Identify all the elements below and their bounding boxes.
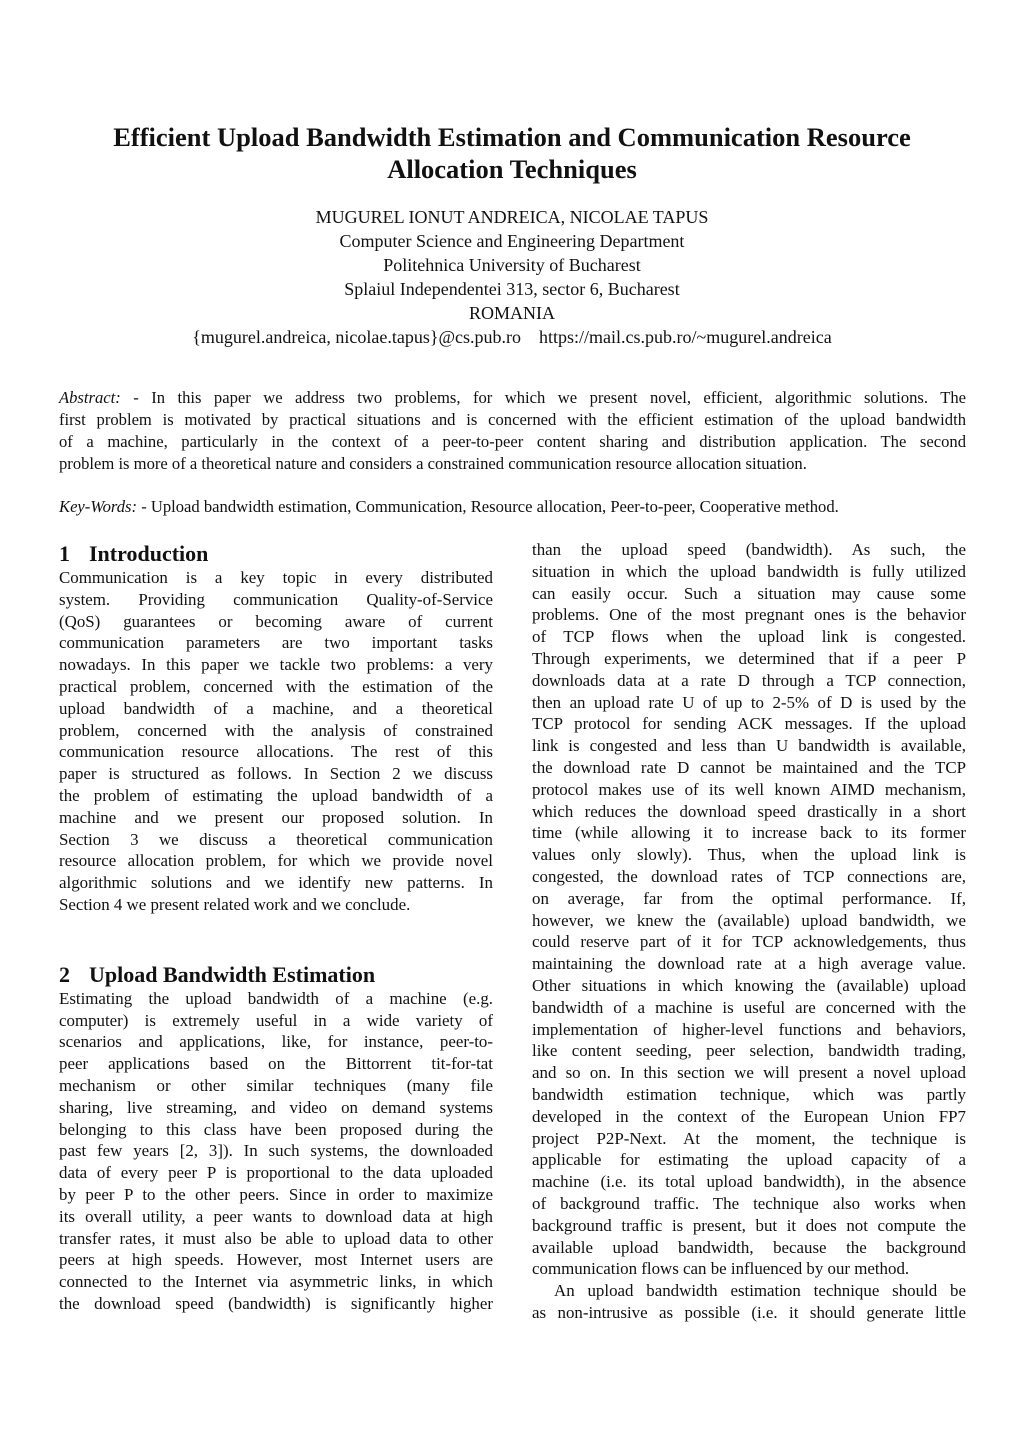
abstract-line: first problem is motivated by practical situations and is concerned with the efficient estimation of the upload bandwidth [59, 410, 966, 429]
section-number: 1 [59, 541, 70, 566]
text-line: Communication is a key topic in every distributed [59, 568, 493, 587]
text-line: data of every peer P is proportional to the data uploaded [59, 1163, 493, 1183]
text-line: Section 3 we discuss a theoretical communication [59, 829, 493, 849]
section-number: 2 [59, 961, 70, 987]
text-line: time (while allowing it to increase back to its former [532, 823, 966, 843]
right-column-paragraph [532, 1280, 966, 1324]
text-line: protocol makes use of its well known AIMD mechanism, [532, 779, 966, 799]
abstract-line [59, 387, 966, 409]
text-line: maintaining the download rate at a high average value. [532, 954, 966, 974]
text-line: computer) is extremely useful in a wide variety of [59, 1010, 493, 1030]
text-line: practical problem, concerned with the estimation of the [59, 676, 493, 696]
text-line: applicable for estimating the upload capacity of a [532, 1150, 966, 1170]
text-line: belonging to this class have been proposed during the [59, 1119, 493, 1139]
text-line: communication flows can be influenced by our method. [532, 1259, 910, 1279]
text-line: the problem of estimating the upload bandwidth of a [59, 785, 493, 805]
text-line: by peer P to the other peers. Since in order to maximize [59, 1184, 493, 1204]
right-column [532, 539, 966, 1324]
text-line: TCP protocol for sending ACK messages. If the upload [532, 714, 966, 734]
keywords [59, 496, 966, 518]
keywords-label: Key-Words: [59, 497, 138, 516]
text-line: system. Providing communication Quality-of-Service [59, 589, 493, 609]
text-line: on average, far from the optimal performance. If, [532, 888, 966, 908]
text-line: connected to the Internet via asymmetric links, in which [59, 1272, 493, 1292]
text-line: project P2P-Next. At the moment, the technique is [532, 1128, 966, 1148]
text-line: Other situations in which knowing the (available) upload [532, 975, 966, 995]
text-line: however, we knew the (available) upload bandwidth, we [532, 910, 966, 930]
text-line: as non-intrusive as possible (i.e. it should generate little [532, 1302, 966, 1322]
text-line: its overall utility, a peer wants to download data at high [59, 1206, 493, 1226]
text-line: problems. One of the most pregnant ones is the behavior [532, 605, 966, 625]
section-title: Introduction [89, 541, 209, 566]
text-line: the download rate D cannot be maintained and the TCP [532, 757, 966, 777]
text-line: peers at high speeds. However, most Internet users are [59, 1250, 493, 1270]
department: Computer Science and Engineering Department [339, 231, 685, 251]
abstract [59, 387, 966, 475]
keywords-text: - Upload bandwidth estimation, Communication, Resource allocation, Peer-to-peer, Cooperative method. [137, 497, 839, 516]
text-line: the download speed (bandwidth) is significantly higher [59, 1293, 493, 1313]
text-line: and so on. In this section we will present a novel upload [532, 1063, 966, 1083]
text-line: scenarios and applications, like, for instance, peer-to- [59, 1032, 493, 1052]
paper-title [0, 121, 1024, 185]
text-line: downloads data at a rate D through a TCP connection, [532, 670, 966, 690]
text-line: An upload bandwidth estimation technique should be [554, 1281, 966, 1301]
text-line: Estimating the upload bandwidth of a machine (e.g. [59, 988, 493, 1008]
text-line: of TCP flows when the upload link is congested. [532, 627, 966, 647]
text-line: paper is structured as follows. In Section 2 we discuss [59, 764, 493, 784]
title-line: Allocation Techniques [387, 154, 637, 184]
text-line: transfer rates, it must also be able to upload data to other [59, 1228, 493, 1248]
text-line: then an upload rate U of up to 2-5% of D is used by the [532, 692, 966, 712]
section2-body [59, 988, 493, 1315]
text-line: machine and we present our proposed solution. In [59, 807, 493, 827]
text-line: congested, the download rates of TCP connections are, [532, 866, 966, 886]
introduction-body [59, 567, 493, 916]
text-line: past few years [2, 3]). In such systems, the downloaded [59, 1141, 493, 1161]
text-line: nowadays. In this paper we tackle two problems: a very [59, 655, 493, 675]
text-line: which reduces the download speed drastically in a short [532, 801, 966, 821]
text-line: problem, concerned with the analysis of constrained [59, 720, 493, 740]
text-line: than the upload speed (bandwidth). As such, the [532, 540, 966, 559]
text-line: could reserve part of it for TCP acknowledgements, thus [532, 932, 966, 952]
abstract-line: of a machine, particularly in the context of a peer-to-peer content sharing and distribution application. The second [59, 432, 966, 451]
text-line: can easily occur. Such a situation may cause some [532, 583, 966, 603]
section-heading-upload-bandwidth [59, 962, 493, 988]
author-block [0, 205, 1024, 349]
text-line: upload bandwidth of a machine, and a theoretical [59, 698, 493, 718]
text-line: sharing, live streaming, and video on demand systems [59, 1097, 493, 1117]
country: ROMANIA [468, 303, 555, 323]
text-line: communication resource allocations. The rest of this [59, 742, 493, 762]
text-line: machine (i.e. its total upload bandwidth), in the absence [532, 1172, 966, 1192]
text-line: developed in the context of the European Union FP7 [532, 1106, 966, 1126]
address: Splaiul Independentei 313, sector 6, Bucharest [344, 279, 680, 299]
text-line: algorithmic solutions and we identify new patterns. In [59, 873, 493, 893]
text-line: communication parameters are two important tasks [59, 633, 493, 653]
text-line: (QoS) guarantees or becoming aware of current [59, 611, 493, 631]
text-line: values only slowly). Thus, when the upload link is [532, 845, 966, 865]
text-line: available upload bandwidth, because the background [532, 1237, 966, 1257]
university: Politehnica University of Bucharest [383, 255, 641, 275]
text-line: of background traffic. The technique also works when [532, 1193, 966, 1213]
abstract-text: - In this paper we address two problems, for which we present novel, efficient, algorithmic solutions. The [120, 388, 966, 407]
text-line: like content seeding, peer selection, bandwidth trading, [532, 1041, 966, 1061]
text-line: peer applications based on the Bittorrent tit-for-tat [59, 1054, 493, 1074]
text-line: mechanism or other similar techniques (many file [59, 1075, 493, 1095]
text-line: resource allocation problem, for which we provide novel [59, 851, 493, 871]
text-line: bandwidth estimation technique, which was partly [532, 1084, 966, 1104]
left-column [59, 541, 493, 1315]
abstract-line: problem is more of a theoretical nature and considers a constrained communication resource allocation situation. [59, 454, 807, 473]
section-heading-introduction [59, 541, 493, 567]
text-line: situation in which the upload bandwidth is fully utilized [532, 561, 966, 581]
text-line: Through experiments, we determined that if a peer P [532, 648, 966, 668]
text-line: bandwidth of a machine is useful are concerned with the [532, 997, 966, 1017]
text-line: Section 4 we present related work and we conclude. [59, 894, 411, 914]
contact: {mugurel.andreica, nicolae.tapus}@cs.pub.ro https://mail.cs.pub.ro/~mugurel.andreica [192, 327, 832, 347]
authors: MUGUREL IONUT ANDREICA, NICOLAE TAPUS [315, 207, 709, 227]
section-title: Upload Bandwidth Estimation [89, 961, 376, 987]
text-line: implementation of higher-level functions and behaviors, [532, 1019, 966, 1039]
right-column-body [532, 539, 966, 1280]
text-line: link is congested and less than U bandwidth is available, [532, 736, 966, 756]
title-line: Efficient Upload Bandwidth Estimation and Communication Resource [113, 122, 911, 152]
text-line: background traffic is present, but it does not compute the [532, 1215, 966, 1235]
abstract-label: Abstract: [59, 388, 121, 407]
